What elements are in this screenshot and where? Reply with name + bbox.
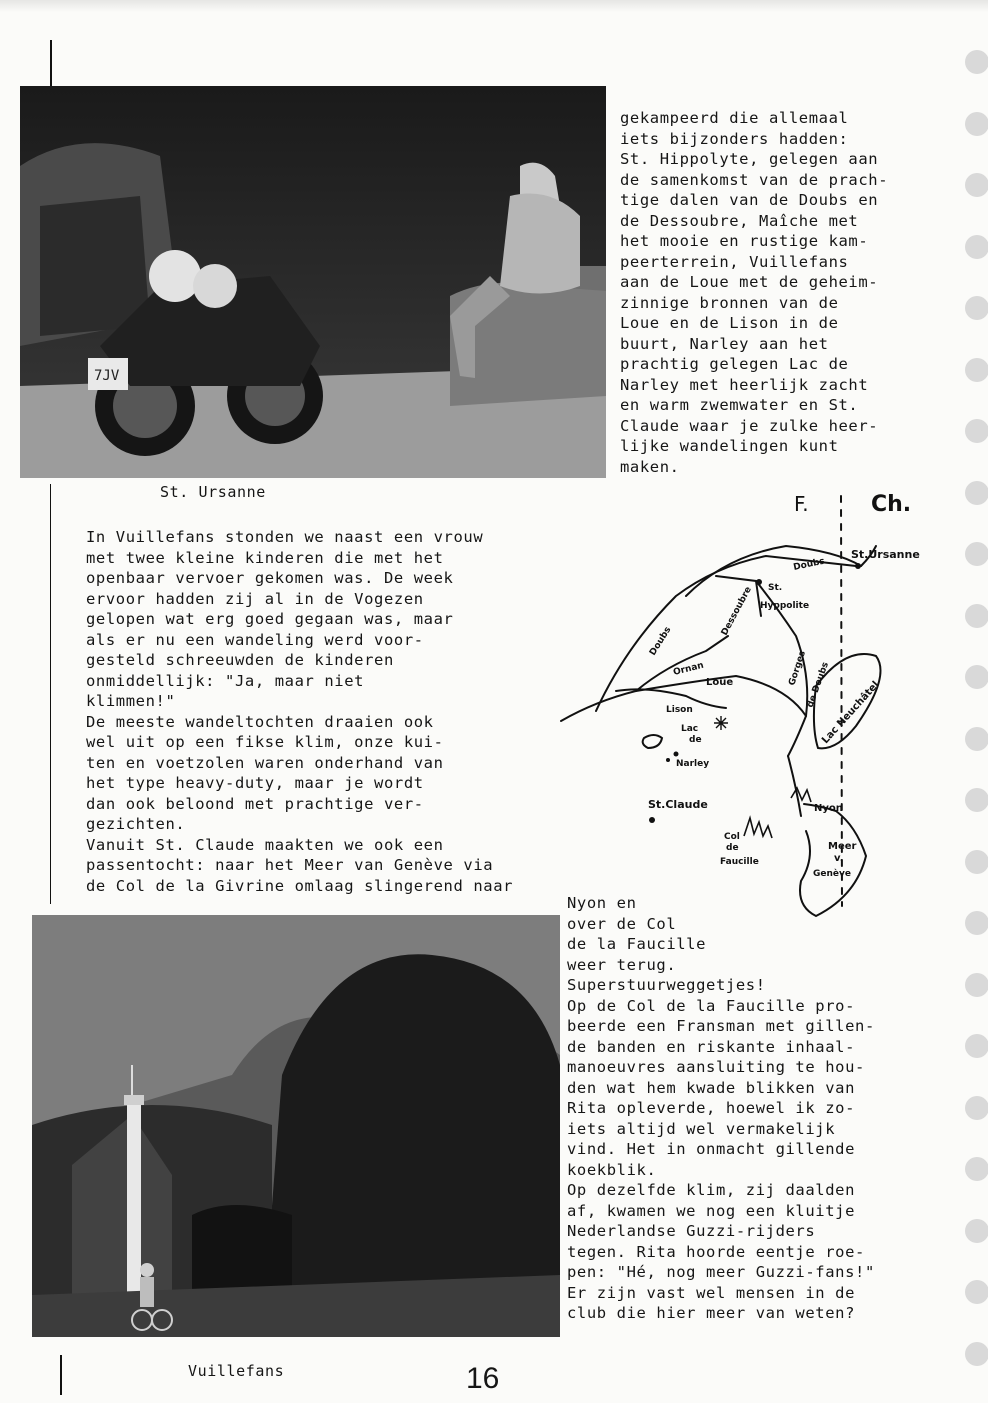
binder-hole: [965, 296, 988, 320]
margin-rule-bottom: [60, 1355, 62, 1395]
text-line: Rita opleverde, hoewel ik zo-: [567, 1099, 856, 1117]
text-line: gekampeerd die allemaal: [620, 109, 849, 127]
map-label-ornan: Ornan: [672, 660, 705, 678]
binder-hole: [965, 911, 988, 935]
map-marker-st-hippolyte: [756, 579, 762, 585]
text-line: maken.: [620, 457, 680, 476]
text-line: buurt, Narley aan het: [620, 334, 829, 353]
text-line: Op de Col de la Faucille pro-: [567, 996, 856, 1015]
text-line: Nyon en: [567, 894, 637, 912]
text-line: het mooie en rustige kam-: [620, 232, 869, 250]
text-line: prachtig gelegen Lac de: [620, 355, 849, 373]
binder-hole: [965, 173, 988, 197]
map-label-faucille: Faucille: [720, 857, 759, 867]
photo-st-ursanne: [20, 86, 606, 478]
text-line: de la Faucille: [567, 935, 707, 953]
text-lower-right-column: [567, 893, 875, 1324]
text-line: de banden en riskante inhaal-: [567, 1037, 856, 1056]
text-line: ervoor hadden zij al in de Vogezen: [86, 589, 424, 608]
text-line: tige dalen van de Doubs en: [620, 191, 879, 209]
map-label-nyon: Nyon: [814, 803, 843, 814]
text-line: manoeuvres aansluiting te hou-: [567, 1058, 865, 1076]
binder-hole: [965, 1096, 988, 1120]
map-marker-narley-small: [666, 758, 670, 762]
text-line: iets altijd wel vermakelijk: [567, 1119, 836, 1138]
binder-hole: [965, 112, 988, 136]
map-label-loue: Loue: [706, 677, 734, 688]
binder-hole: [965, 850, 988, 874]
map-label-de-doubs: de Doubs: [805, 660, 832, 710]
map-label-st-claude: St.Claude: [648, 798, 708, 811]
binder-hole: [965, 481, 988, 505]
map-label-dessoubre: Dessoubre: [719, 585, 754, 638]
binder-hole: [965, 1034, 988, 1058]
map-label-doubs: Doubs: [792, 556, 826, 573]
binder-hole: [965, 1342, 988, 1366]
map-label-meer-v: v.: [834, 853, 844, 864]
binder-hole: [965, 358, 988, 382]
text-line: Narley met heerlijk zacht: [620, 375, 869, 394]
text-line: club die hier meer van weten?: [567, 1304, 856, 1322]
text-line: af, kwamen we nog een kluitje: [567, 1201, 856, 1220]
motorbike-photo-illustration: [20, 86, 606, 478]
caption-st-ursanne: St. Ursanne: [160, 483, 266, 501]
text-line: onmiddellijk: "Ja, maar niet: [86, 671, 365, 690]
text-right-column: [620, 108, 888, 477]
text-line: Er zijn vast wel mensen in de: [567, 1283, 856, 1302]
binder-hole: [965, 973, 988, 997]
text-line: de Col de la Givrine omlaag slingerend naar: [86, 876, 514, 895]
binder-hole: [965, 604, 988, 628]
text-line: Claude waar je zulke heer-: [620, 416, 879, 435]
text-middle-column: [86, 527, 513, 896]
licence-plate-text: 7JV: [94, 368, 120, 384]
text-line: weer terug.: [567, 955, 677, 974]
margin-rule-top: [50, 40, 52, 86]
map-label-country-right: Ch.: [871, 492, 912, 517]
margin-rule-middle: [50, 484, 51, 904]
text-line: peerterrein, Vuillefans: [620, 252, 849, 271]
binder-hole: [965, 665, 988, 689]
text-line: openbaar vervoer gekomen was. De week: [86, 569, 454, 587]
text-line: St. Hippolyte, gelegen aan: [620, 150, 879, 168]
text-line: beerde een Fransman met gillen-: [567, 1017, 875, 1035]
text-line: koekblik.: [567, 1160, 657, 1179]
map-marker-st-claude: [649, 817, 655, 823]
text-line: het type heavy-duty, maar je wordt: [86, 774, 424, 792]
map-label-gorges: Gorges: [787, 649, 808, 687]
text-line: dan ook beloond met prachtige ver-: [86, 794, 424, 813]
text-line: De meeste wandeltochten draaien ook: [86, 712, 434, 731]
map-label-lac-neuchatel: Lac Neuchâtel: [820, 679, 882, 747]
text-line: vind. Het in onmacht gillende: [567, 1140, 856, 1158]
text-line: Vanuit St. Claude maakten we ook een: [86, 835, 444, 854]
map-label-country-left: F.: [794, 492, 809, 516]
map-label-meer: Meer: [828, 841, 857, 852]
text-line: zinnige bronnen van de: [620, 293, 839, 312]
village-photo-illustration: [32, 915, 560, 1337]
text-line: over de Col: [567, 914, 677, 933]
text-line: gelopen wat erg goed gegaan was, maar: [86, 610, 454, 628]
binder-hole: [965, 788, 988, 812]
map-label-narley: Narley: [676, 759, 710, 769]
page-top-edge: [0, 0, 988, 12]
text-line: iets bijzonders hadden:: [620, 129, 849, 148]
map-label-de: de: [689, 735, 702, 745]
text-line: den wat hem kwade blikken van: [567, 1078, 856, 1097]
text-line: als er nu een wandeling werd voor-: [86, 630, 424, 649]
map-label-doubs-left: Doubs: [648, 625, 674, 658]
text-line: pen: "Hé, nog meer Guzzi-fans!": [567, 1263, 875, 1281]
map-label-geneve: Genève: [813, 869, 851, 879]
binder-hole: [965, 419, 988, 443]
caption-vuillefans: Vuillefans: [188, 1362, 285, 1380]
text-line: klimmen!": [86, 692, 176, 710]
text-line: met twee kleine kinderen die met het: [86, 548, 444, 567]
text-line: ten en voetzolen waren onderhand van: [86, 753, 444, 772]
text-line: In Vuillefans stonden we naast een vrouw: [86, 528, 484, 546]
text-line: lijke wandelingen kunt: [620, 437, 839, 455]
page-number: 16: [466, 1362, 500, 1395]
photo-vuillefans: [32, 915, 560, 1337]
text-line: en warm zwemwater en St.: [620, 396, 859, 414]
route-map: [556, 486, 956, 946]
map-marker-st-ursanne: [855, 563, 861, 569]
text-line: Nederlandse Guzzi-rijders: [567, 1222, 816, 1240]
text-line: Superstuurweggetjes!: [567, 976, 766, 994]
text-line: Loue en de Lison in de: [620, 314, 839, 332]
text-line: de Dessoubre, Maîche met: [620, 211, 859, 230]
text-line: gesteld schreeuwden de kinderen: [86, 651, 394, 669]
map-label-lison: Lison: [666, 705, 693, 715]
binder-hole: [965, 1219, 988, 1243]
text-line: gezichten.: [86, 815, 186, 833]
map-sun-icon: [714, 716, 728, 730]
text-line: wel uit op een fikse klim, onze kui-: [86, 733, 444, 751]
route-map-drawing: [556, 486, 956, 946]
map-label-col: Col: [724, 832, 740, 842]
binder-hole: [965, 1280, 988, 1304]
map-marker-narley: [674, 752, 679, 757]
map-label-st-hippolyte-1: St.: [768, 583, 783, 593]
text-line: tegen. Rita hoorde eentje roe-: [567, 1242, 865, 1261]
map-label-lac: Lac: [681, 724, 699, 734]
text-line: passentocht: naar het Meer van Genève via: [86, 856, 494, 874]
text-line: aan de Loue met de geheim-: [620, 273, 879, 291]
binder-hole: [965, 235, 988, 259]
map-label-st-ursanne: St.Ursanne: [851, 548, 920, 561]
binder-hole: [965, 727, 988, 751]
binder-hole: [965, 542, 988, 566]
text-line: de samenkomst van de prach-: [620, 170, 889, 189]
binder-hole: [965, 50, 988, 74]
text-line: Op dezelfde klim, zij daalden: [567, 1181, 856, 1199]
map-label-col-de: de: [726, 843, 739, 853]
map-label-st-hippolyte-2: Hyppolite: [760, 601, 810, 611]
binder-hole: [965, 1157, 988, 1181]
